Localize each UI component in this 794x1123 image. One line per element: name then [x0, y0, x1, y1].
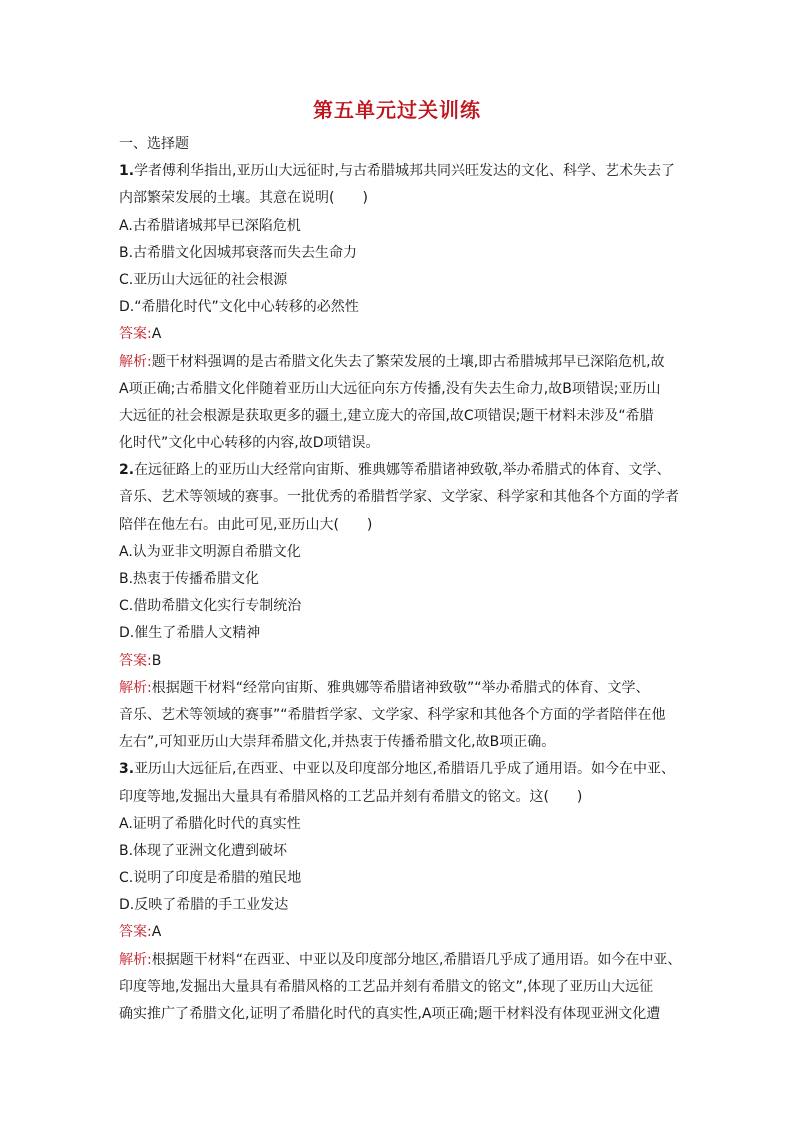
option-d: D.催生了希腊人文精神 [119, 625, 261, 642]
answer-label: 答案: [119, 924, 152, 941]
section-heading: 一、选择题 [119, 136, 189, 152]
option-c: C.亚历山大远征的社会根源 [119, 271, 288, 288]
answer [119, 919, 679, 946]
option-a: A.古希腊诸城邦早已深陷危机 [119, 217, 301, 234]
question-number: 1. [119, 163, 135, 180]
question-stem-line: 2.在远征路上的亚历山大经常向宙斯、雅典娜等希腊诸神致敬,举办希腊式的体育、文学、 [119, 462, 671, 479]
answer [119, 321, 679, 348]
page-title: 第五单元过关训练 [313, 98, 481, 122]
explanation-line: 印度等地,发掘出大量具有希腊风格的工艺品并刻有希腊文的铭文”,体现了亚历山大远征 [119, 978, 654, 995]
explanation-line: 确实推广了希腊文化,证明了希腊化时代的真实性,A项正确;题干材料没有体现亚洲文化遭 [119, 1006, 661, 1022]
question-stem-line: 内部繁荣发展的土壤。其意在说明( ) [119, 190, 368, 207]
question-number: 3. [119, 761, 135, 778]
option-b: B.热衷于传播希腊文化 [119, 571, 260, 587]
explanation-line: 左右”,可知亚历山大崇拜希腊文化,并热衷于传播希腊文化,故B项正确。 [119, 734, 556, 751]
option-d: D.反映了希腊的手工业发达 [119, 897, 289, 914]
answer [119, 648, 679, 675]
option-a: A.证明了希腊化时代的真实性 [119, 815, 301, 832]
question-stem-line: 3.亚历山大远征后,在西亚、中亚以及印度部分地区,希腊语几乎成了通用语。如今在中亚、 [119, 761, 675, 778]
question-1 [119, 158, 679, 457]
explanation-line: 化时代”文化中心转移的内容,故D项错误。 [119, 435, 380, 452]
question-stem-line: 印度等地,发掘出大量具有希腊风格的工艺品并刻有希腊文的铭文。这( ) [119, 788, 583, 805]
explanation-line: 解析:根据题干材料“经常向宙斯、雅典娜等希腊诸神致敬”“举办希腊式的体育、文学、 [119, 679, 650, 696]
question-3 [119, 756, 682, 1028]
option-c: C.说明了印度是希腊的殖民地 [119, 870, 302, 887]
explanation-line: 音乐、艺术等领域的赛事”“希腊哲学家、文学家、科学家和其他各个方面的学者陪伴在他 [119, 706, 666, 723]
option-d: D.“希腊化时代”文化中心转移的必然性 [119, 299, 359, 316]
question-stem-line: 音乐、艺术等领域的赛事。一批优秀的希腊哲学家、文学家、科学家和其他各个方面的学者 [119, 489, 679, 506]
explanation-line: 解析:题干材料强调的是古希腊文化失去了繁荣发展的土壤,即古希腊城邦早已深陷危机,故 [119, 353, 665, 370]
option-b: B.古希腊文化因城邦衰落而失去生命力 [119, 244, 358, 261]
option-c: C.借助希腊文化实行专制统治 [119, 598, 302, 615]
explanation-line: 大远征的社会根源是获取更多的疆土,建立庞大的帝国,故C项错误;题干材料未涉及“希腊 [119, 407, 654, 424]
question-stem-line: 1.学者傅利华指出,亚历山大远征时,与古希腊城邦共同兴旺发达的文化、科学、艺术失去了 [119, 163, 675, 180]
explanation-label: 解析: [119, 353, 152, 370]
explanation-line: A项正确;古希腊文化伴随着亚历山大远征向东方传播,没有失去生命力,故B项错误;亚历山 [119, 380, 661, 397]
answer-label: 答案: [119, 652, 152, 669]
explanation-label: 解析: [119, 679, 152, 696]
option-b: B.体现了亚洲文化遭到破坏 [119, 842, 288, 859]
answer-value: B [151, 652, 162, 669]
explanation-label: 解析: [119, 951, 152, 968]
answer-value: A [151, 924, 162, 941]
document-body [119, 131, 682, 1028]
option-a: A.认为亚非文明源自希腊文化 [119, 543, 301, 560]
question-stem-line: 陪伴在他左右。由此可见,亚历山大( ) [119, 516, 373, 533]
answer-label: 答案: [119, 326, 152, 343]
explanation-line: 解析:根据题干材料“在西亚、中亚以及印度部分地区,希腊语几乎成了通用语。如今在中亚、 [119, 951, 682, 968]
answer-value: A [151, 326, 162, 343]
question-number: 2. [119, 462, 135, 479]
question-2 [119, 457, 679, 756]
